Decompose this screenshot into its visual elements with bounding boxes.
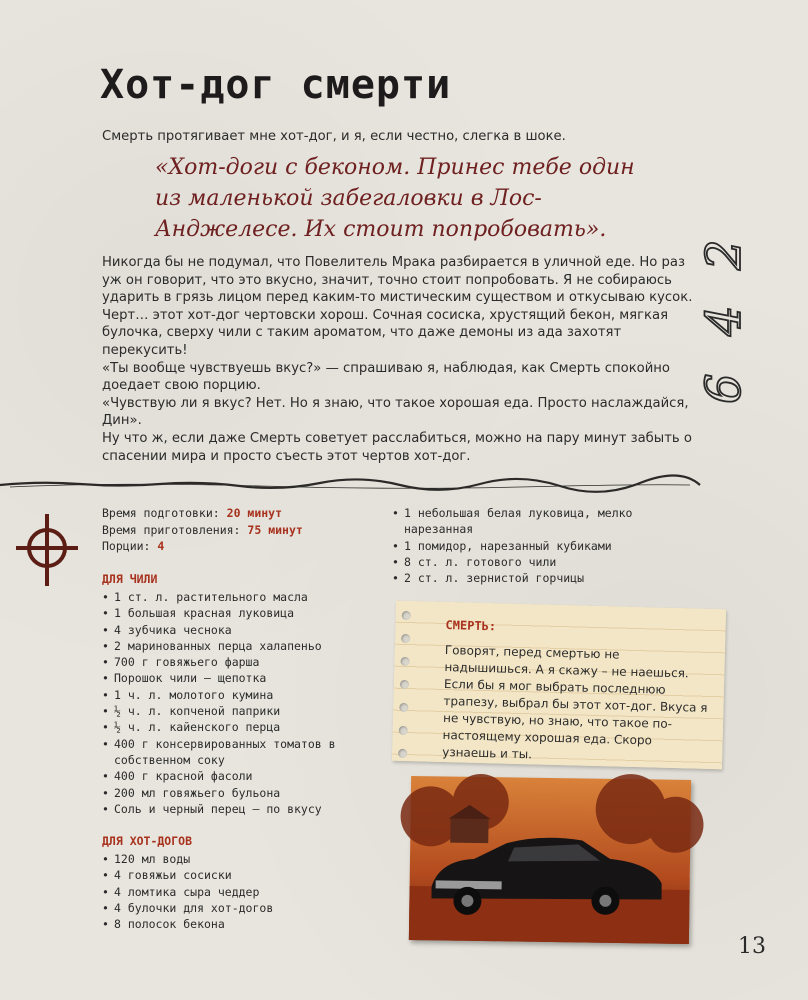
hotdog-ingredients (102, 851, 392, 932)
ingredient: • 1 небольшая белая луковица, мелко нарезанная (392, 505, 682, 538)
ingredient: • 4 булочки для хот-догов (102, 900, 392, 916)
ingredient: • 1 ч. л. молотого кумина (102, 687, 392, 703)
ingredient: • 8 ст. л. готового чили (392, 554, 682, 570)
prep-time-label: Время подготовки: (102, 506, 220, 520)
ingredient: • 8 полосок бекона (102, 916, 392, 932)
note-heading: СМЕРТЬ: (445, 618, 497, 634)
servings-value: 4 (157, 539, 165, 553)
ingredient: • Порошок чили — щепотка (102, 670, 392, 686)
ingredient: • 200 мл говяжьего бульона (102, 785, 392, 801)
prep-time-value: 20 минут (226, 506, 283, 520)
recipe-title: Хот-дог смерти (100, 62, 452, 108)
side-number: 4 (696, 305, 752, 336)
ingredient: • 700 г говяжьего фарша (102, 654, 392, 670)
hotdog-heading: ДЛЯ ХОТ-ДОГОВ (102, 834, 193, 848)
ingredient: • 400 г красной фасоли (102, 768, 392, 784)
page-number: 13 (738, 934, 766, 959)
intro-text: Смерть протягивает мне хот-дог, и я, если честно, слегка в шоке. (102, 129, 566, 144)
ingredient: • ½ ч. л. копченой паприки (102, 703, 392, 719)
ink-divider (0, 476, 700, 492)
ingredient: • 1 большая красная луковица (102, 605, 392, 621)
story-paragraph: Никогда бы не подумал, что Повелитель Мрака разбирается в уличной еде. Но раз уж он говорит, что это вкусно, значит, точно стоит попробовать. Я не собираюсь ударить в грязь лицом перед каким-то мистическим существом и откусываю кусок. Черт… этот хот-дог чертовски хорош. Сочная сосиска, хрустящий бекон, мягкая булочка, сверху чили с таким ароматом, что даже демоны из ада захотят перекусить! (102, 255, 693, 358)
cook-time-label: Время приготовления: (102, 522, 241, 537)
chili-ingredients (102, 589, 392, 817)
story-paragraph: «Ты вообще чувствуешь вкус?» — спрашиваю я, наблюдая, как Смерть спокойно доедает свою порцию. (102, 360, 670, 394)
side-number: 2 (696, 239, 752, 270)
ingredient: • 2 маринованных перца халапеньо (102, 638, 392, 654)
ingredient: • 4 говяжьи сосиски (102, 867, 392, 883)
death-note-card (392, 601, 726, 770)
ingredient: • 2 ст. л. зернистой горчицы (392, 570, 682, 586)
side-number: 6 (696, 373, 752, 404)
ingredient: • 1 ст. л. растительного масла (102, 589, 392, 605)
ingredient: • ½ ч. л. кайенского перца (102, 719, 392, 735)
ingredient: • 120 мл воды (102, 851, 392, 867)
ingredient: • Соль и черный перец — по вкусу (102, 801, 392, 817)
handwritten-numbers (696, 239, 808, 418)
extra-ingredients (392, 505, 682, 586)
chili-heading: ДЛЯ ЧИЛИ (102, 572, 158, 586)
ingredient: • 1 помидор, нарезанный кубиками (392, 538, 682, 554)
note-text: Говорят, перед смертью не надышишься. А я скажу – не наешься. Если бы я мог выбрать последнюю трапезу, выбрал бы этот хот-дог. Вкуса я не чувствую, но знаю, что такое по-настоящему хорошая еда. Скоро узнаешь и ты. (442, 643, 708, 762)
story-paragraph: Ну что ж, если даже Смерть советует расслабиться, можно на пару минут забыть о спасении мира и просто съесть этот чертов хот-дог. (102, 430, 692, 464)
ingredient: • 400 г консервированных томатов в собственном соку (102, 736, 392, 769)
ingredient: • 4 зубчика чеснока (102, 622, 392, 638)
ingredient: • 4 ломтика сыра чеддер (102, 884, 392, 900)
crosshair-sigil-icon (14, 512, 80, 588)
servings-label: Порции: (102, 539, 151, 553)
recipe-meta (102, 505, 392, 555)
story-paragraph: «Чувствую ли я вкус? Нет. Но я знаю, что такое хорошая еда. Просто наслаждайся, Дин». (102, 395, 689, 429)
story-text (102, 254, 700, 465)
cook-time-value: 75 минут (247, 522, 303, 537)
impala-car-photo (409, 776, 691, 944)
handwritten-quote: «Хот-доги с беконом. Принес тебе один из маленькой забегаловки в Лос-Анджелесе. Их стоит попробовать». (155, 155, 635, 242)
notebook-holes (398, 611, 411, 772)
